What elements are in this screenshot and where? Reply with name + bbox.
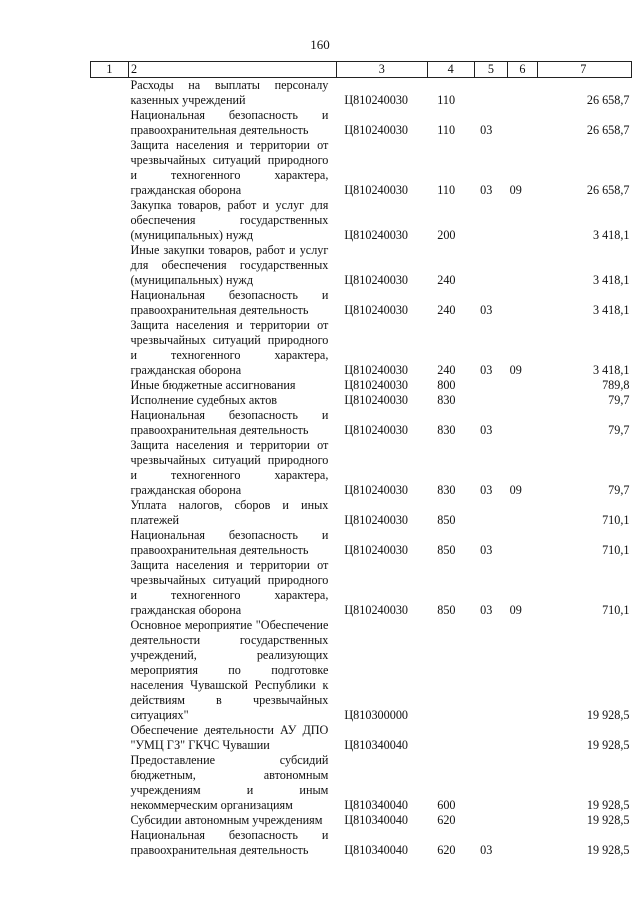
- column-header-4: 4: [427, 62, 474, 78]
- row-code-cell: Ц810240030: [344, 273, 409, 287]
- row-pr-cell: [508, 378, 537, 393]
- row-rz-cell: 03: [480, 123, 493, 137]
- row-name-cell: Субсидии автономным учреждениям: [130, 813, 323, 827]
- table-row: [91, 108, 632, 138]
- row-code-cell: Ц810240030: [344, 393, 409, 407]
- row-vr-cell: 620: [437, 843, 456, 857]
- row-rz-cell: [474, 498, 507, 528]
- row-index-cell: [91, 618, 129, 723]
- row-index-cell: [91, 558, 129, 618]
- row-sum-cell: 3 418,1: [592, 273, 630, 287]
- table-row: [91, 498, 632, 528]
- row-rz-cell: 03: [480, 843, 493, 857]
- row-rz-cell: 03: [480, 303, 493, 317]
- row-index-cell: [91, 408, 129, 438]
- row-pr-cell: [508, 393, 537, 408]
- row-name-cell: Защита населения и территории от чрезвычайных ситуаций природного и техногенного характера, гражданская оборона: [130, 138, 329, 197]
- row-rz-cell: [474, 198, 507, 243]
- table-row: [91, 828, 632, 858]
- row-index-cell: [91, 78, 129, 109]
- row-rz-cell: [474, 723, 507, 753]
- row-vr-cell: 600: [437, 798, 456, 812]
- row-index-cell: [91, 498, 129, 528]
- column-header-5: 5: [474, 62, 507, 78]
- row-code-cell: Ц810240030: [344, 603, 409, 617]
- row-vr-cell: 620: [437, 813, 456, 827]
- row-vr-cell: 110: [437, 123, 456, 137]
- row-rz-cell: 03: [480, 543, 493, 557]
- row-index-cell: [91, 393, 129, 408]
- row-code-cell: Ц810240030: [344, 93, 409, 107]
- row-vr-cell: 110: [437, 183, 456, 197]
- row-index-cell: [91, 813, 129, 828]
- row-sum-cell: 26 658,7: [586, 183, 630, 197]
- column-header-6: 6: [508, 62, 537, 78]
- row-name-cell: Исполнение судебных актов: [130, 393, 278, 407]
- row-vr-cell: 850: [437, 543, 456, 557]
- row-index-cell: [91, 828, 129, 858]
- row-rz-cell: [474, 78, 507, 109]
- row-name-cell: Расходы на выплаты персоналу казенных учреждений: [130, 78, 329, 107]
- table-row: [91, 138, 632, 198]
- row-sum-cell: 789,8: [602, 378, 630, 392]
- row-name-cell: Национальная безопасность и правоохранительная деятельность: [130, 108, 329, 137]
- row-name-cell: Национальная безопасность и правоохранительная деятельность: [130, 408, 329, 437]
- row-sum-cell: 79,7: [608, 483, 630, 497]
- row-vr-cell: 240: [437, 363, 456, 377]
- row-index-cell: [91, 198, 129, 243]
- row-pr-cell: [508, 198, 537, 243]
- row-index-cell: [91, 243, 129, 288]
- row-sum-cell: 3 418,1: [592, 228, 630, 242]
- row-pr-cell: [508, 828, 537, 858]
- row-pr-cell: [508, 78, 537, 109]
- row-rz-cell: [474, 243, 507, 288]
- table-row: [91, 723, 632, 753]
- table-row: [91, 243, 632, 288]
- row-vr-cell: 200: [437, 228, 456, 242]
- column-header-2: 2: [128, 62, 336, 78]
- table-row: [91, 318, 632, 378]
- table-row: [91, 618, 632, 723]
- row-code-cell: Ц810240030: [344, 228, 409, 242]
- row-sum-cell: 19 928,5: [586, 843, 630, 857]
- row-index-cell: [91, 438, 129, 498]
- row-name-cell: Уплата налогов, сборов и иных платежей: [130, 498, 329, 527]
- row-rz-cell: 03: [480, 603, 493, 617]
- row-pr-cell: [508, 528, 537, 558]
- row-pr-cell: [508, 243, 537, 288]
- row-name-cell: Национальная безопасность и правоохранительная деятельность: [130, 528, 329, 557]
- table-row: [91, 438, 632, 498]
- row-pr-cell: [508, 813, 537, 828]
- row-index-cell: [91, 108, 129, 138]
- row-rz-cell: 03: [480, 183, 493, 197]
- table-row: [91, 753, 632, 813]
- row-index-cell: [91, 138, 129, 198]
- table-row: [91, 78, 632, 109]
- row-pr-cell: [508, 108, 537, 138]
- row-vr-cell: 850: [437, 603, 456, 617]
- row-name-cell: Иные бюджетные ассигнования: [130, 378, 296, 392]
- row-code-cell: Ц810340040: [344, 813, 409, 827]
- row-pr-cell: [508, 288, 537, 318]
- row-vr-cell: 800: [437, 378, 456, 392]
- row-sum-cell: 26 658,7: [586, 123, 630, 137]
- row-vr-cell: 830: [437, 483, 456, 497]
- row-name-cell: Защита населения и территории от чрезвычайных ситуаций природного и техногенного характера, гражданская оборона: [130, 318, 329, 377]
- row-code-cell: Ц810240030: [344, 423, 409, 437]
- row-code-cell: Ц810300000: [344, 708, 409, 722]
- row-name-cell: Основное мероприятие "Обеспечение деятельности государственных учреждений, реализующих мероприятия по подготовке населения Чувашской Республики к действиям в чрезвычайных ситуациях": [130, 618, 329, 722]
- table-row: [91, 528, 632, 558]
- row-pr-cell: [508, 408, 537, 438]
- row-sum-cell: 3 418,1: [592, 363, 630, 377]
- row-rz-cell: 03: [480, 483, 493, 497]
- column-header-7: 7: [537, 62, 631, 78]
- row-rz-cell: 03: [480, 423, 493, 437]
- row-rz-cell: [474, 393, 507, 408]
- row-name-cell: Защита населения и территории от чрезвычайных ситуаций природного и техногенного характера, гражданская оборона: [130, 558, 329, 617]
- row-name-cell: Национальная безопасность и правоохранительная деятельность: [130, 288, 329, 317]
- row-code-cell: Ц810240030: [344, 183, 409, 197]
- row-name-cell: Предоставление субсидий бюджетным, автономным учреждениям и иным некоммерческим организациям: [130, 753, 329, 812]
- row-sum-cell: 19 928,5: [586, 708, 630, 722]
- row-sum-cell: 19 928,5: [586, 798, 630, 812]
- row-sum-cell: 79,7: [608, 393, 630, 407]
- row-code-cell: Ц810340040: [344, 843, 409, 857]
- row-vr-cell: [427, 723, 474, 753]
- table-row: [91, 813, 632, 828]
- row-sum-cell: 26 658,7: [586, 93, 630, 107]
- row-sum-cell: 710,1: [602, 543, 630, 557]
- table-header-row: [91, 62, 632, 78]
- row-sum-cell: 710,1: [602, 513, 630, 527]
- row-pr-cell: 09: [509, 603, 522, 617]
- row-vr-cell: 110: [437, 93, 456, 107]
- row-vr-cell: 830: [437, 393, 456, 407]
- row-code-cell: Ц810340040: [344, 738, 409, 752]
- row-index-cell: [91, 378, 129, 393]
- table-row: [91, 393, 632, 408]
- row-pr-cell: [508, 753, 537, 813]
- row-code-cell: Ц810240030: [344, 543, 409, 557]
- row-code-cell: Ц810340040: [344, 798, 409, 812]
- row-sum-cell: 19 928,5: [586, 813, 630, 827]
- row-vr-cell: [427, 618, 474, 723]
- row-name-cell: Обеспечение деятельности АУ ДПО "УМЦ ГЗ" ГКЧС Чувашии: [130, 723, 329, 752]
- row-rz-cell: [474, 753, 507, 813]
- row-rz-cell: [474, 378, 507, 393]
- row-pr-cell: [508, 618, 537, 723]
- row-sum-cell: 710,1: [602, 603, 630, 617]
- row-name-cell: Защита населения и территории от чрезвычайных ситуаций природного и техногенного характера, гражданская оборона: [130, 438, 329, 497]
- row-code-cell: Ц810240030: [344, 303, 409, 317]
- table-row: [91, 408, 632, 438]
- row-sum-cell: 19 928,5: [586, 738, 630, 752]
- row-index-cell: [91, 723, 129, 753]
- row-code-cell: Ц810240030: [344, 363, 409, 377]
- row-pr-cell: [508, 723, 537, 753]
- row-index-cell: [91, 288, 129, 318]
- row-name-cell: Национальная безопасность и правоохранительная деятельность: [130, 828, 329, 857]
- row-vr-cell: 240: [437, 303, 456, 317]
- row-pr-cell: 09: [509, 183, 522, 197]
- row-index-cell: [91, 528, 129, 558]
- table-row: [91, 288, 632, 318]
- table-row: [91, 558, 632, 618]
- page-number: 160: [310, 37, 330, 52]
- row-sum-cell: 3 418,1: [592, 303, 630, 317]
- table-body: [91, 78, 632, 859]
- row-vr-cell: 830: [437, 423, 456, 437]
- row-vr-cell: 850: [437, 513, 456, 527]
- row-name-cell: Закупка товаров, работ и услуг для обеспечения государственных (муниципальных) нужд: [130, 198, 329, 242]
- row-rz-cell: [474, 813, 507, 828]
- row-rz-cell: [474, 618, 507, 723]
- row-pr-cell: 09: [509, 483, 522, 497]
- row-pr-cell: 09: [509, 363, 522, 377]
- row-index-cell: [91, 753, 129, 813]
- table-row: [91, 198, 632, 243]
- row-rz-cell: 03: [480, 363, 493, 377]
- column-header-3: 3: [336, 62, 427, 78]
- column-header-1: 1: [91, 62, 129, 78]
- table-row: [91, 378, 632, 393]
- row-code-cell: Ц810240030: [344, 123, 409, 137]
- budget-table: [90, 61, 632, 858]
- row-index-cell: [91, 318, 129, 378]
- row-name-cell: Иные закупки товаров, работ и услуг для обеспечения государственных (муниципальных) нужд: [130, 243, 329, 287]
- row-vr-cell: 240: [437, 273, 456, 287]
- row-code-cell: Ц810240030: [344, 483, 409, 497]
- row-code-cell: Ц810240030: [344, 378, 409, 392]
- row-sum-cell: 79,7: [608, 423, 630, 437]
- row-pr-cell: [508, 498, 537, 528]
- row-code-cell: Ц810240030: [344, 513, 409, 527]
